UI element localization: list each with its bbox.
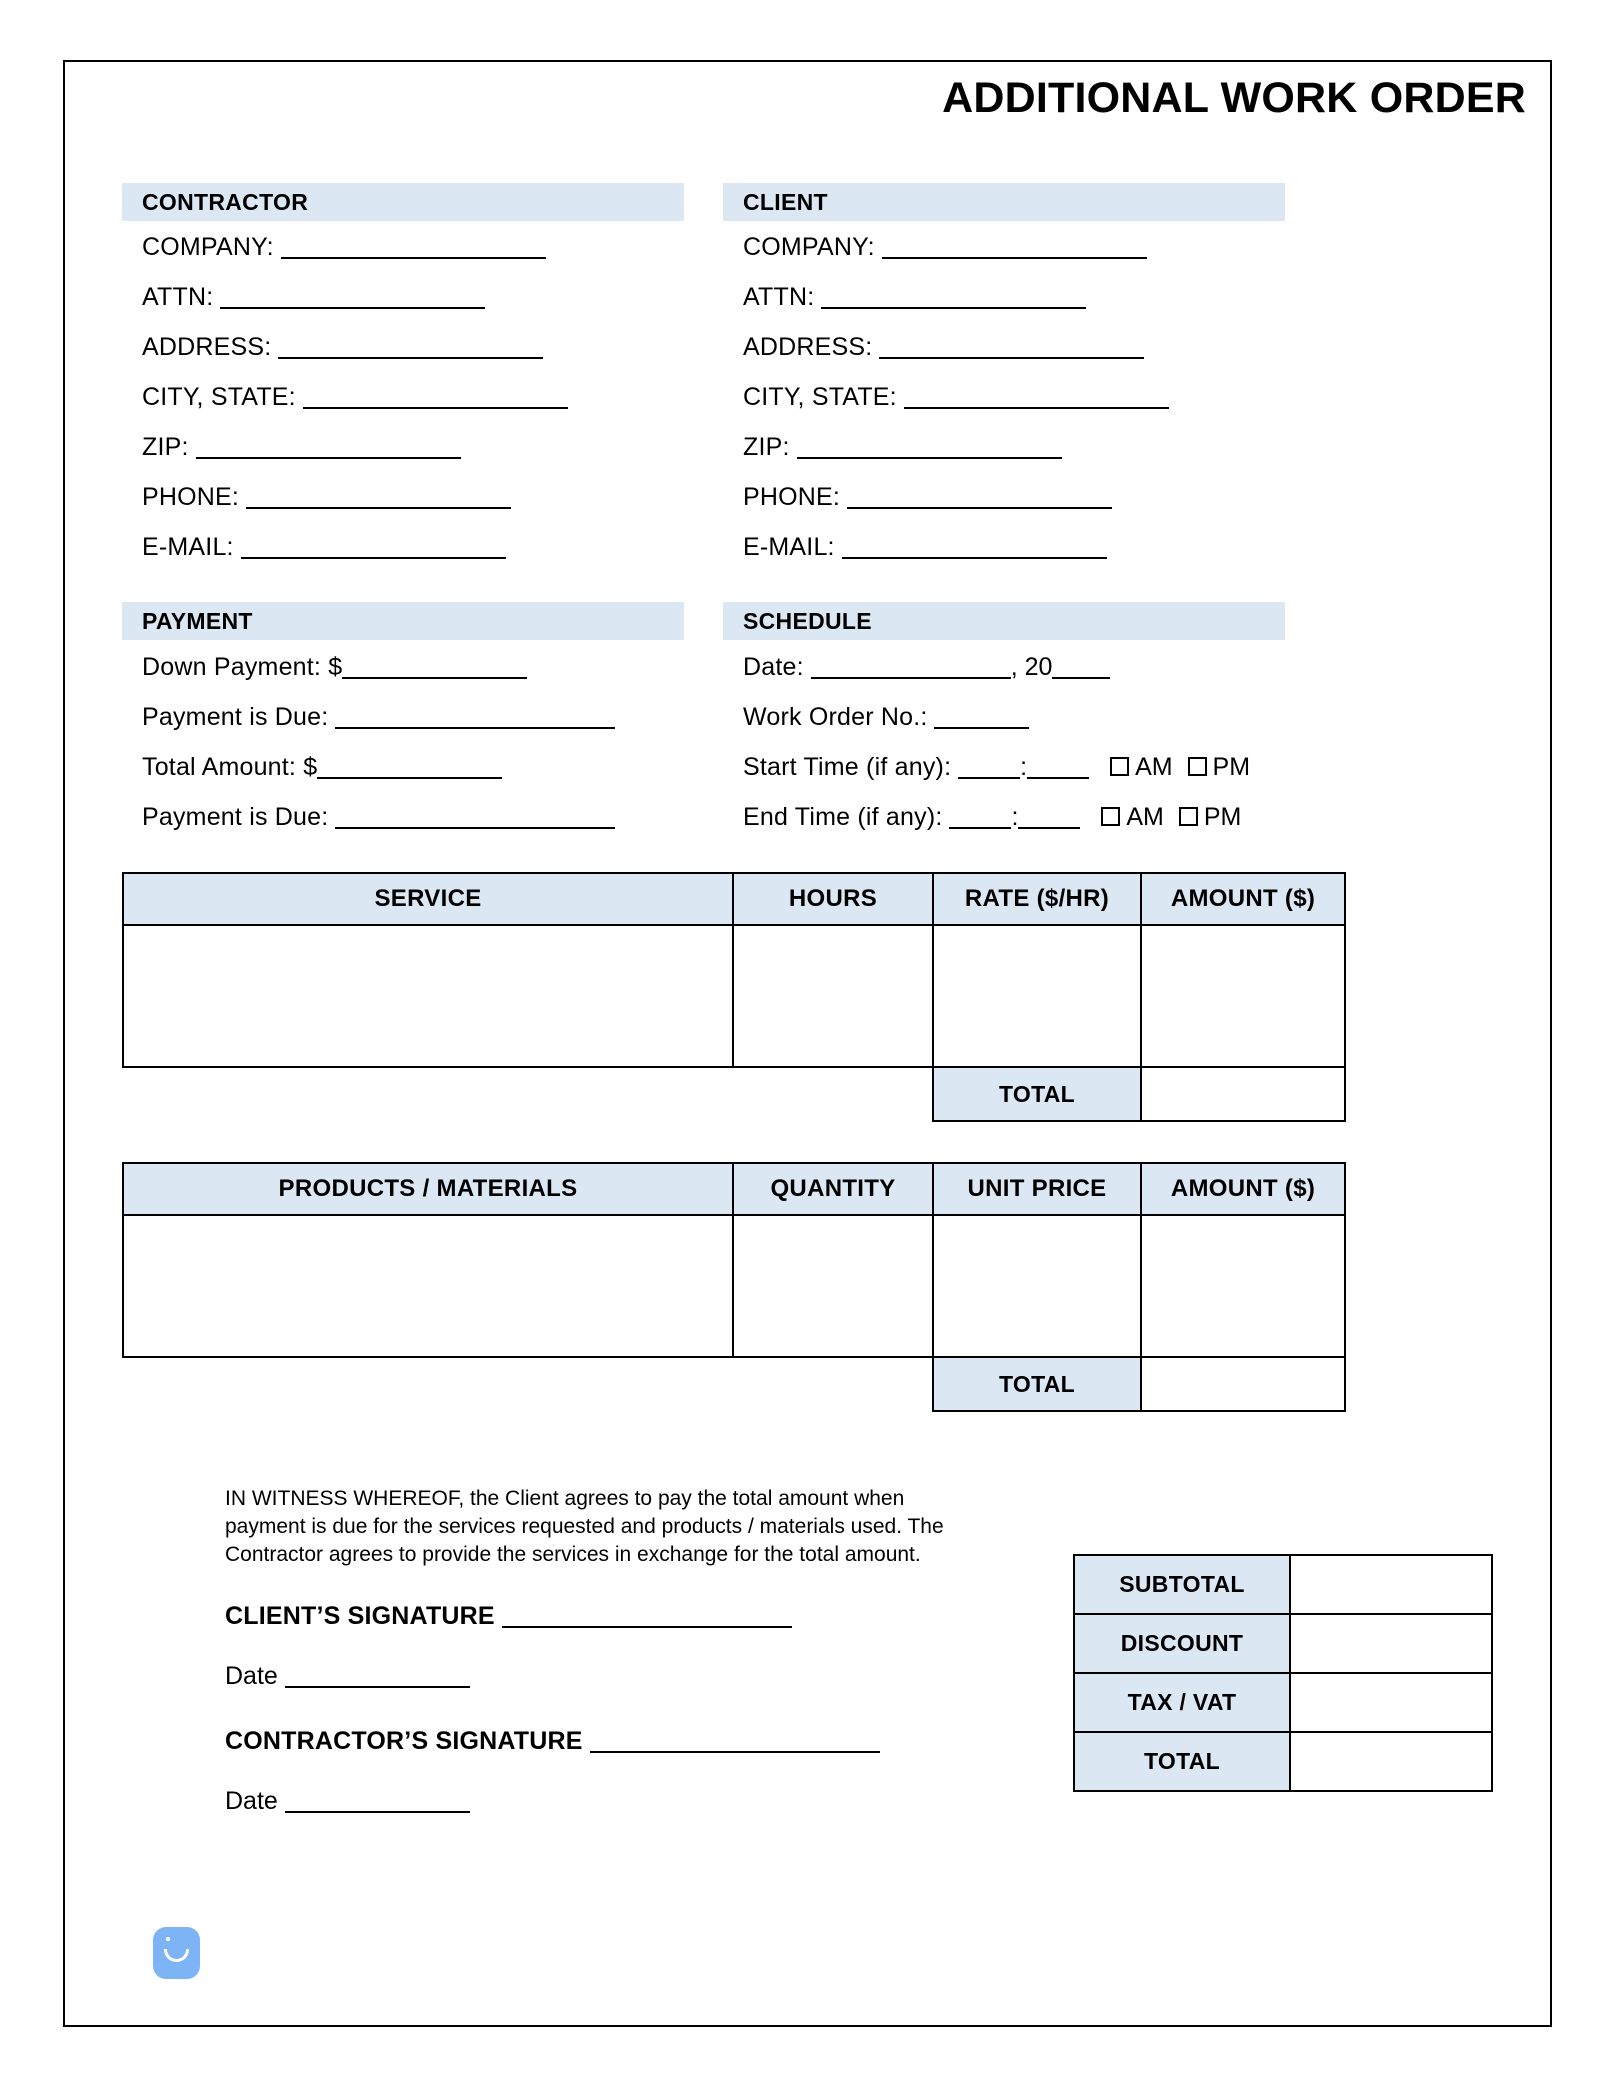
- quantity-cell[interactable]: [733, 1215, 933, 1357]
- client-signature-label: CLIENT’S SIGNATURE: [225, 1602, 495, 1630]
- table-row: [123, 1215, 1345, 1357]
- rate-col-header: RATE ($/HR): [933, 873, 1141, 925]
- section-heading-contractor: CONTRACTOR: [122, 183, 684, 221]
- schedule-row-start-time[interactable]: [723, 742, 1363, 792]
- subtotal-value[interactable]: [1290, 1555, 1492, 1614]
- field-label: Payment is Due:: [142, 803, 329, 831]
- field-rule[interactable]: [317, 755, 502, 779]
- date-rule[interactable]: [811, 655, 1011, 679]
- field-row-zip[interactable]: [122, 422, 684, 472]
- products-total-value[interactable]: [1141, 1357, 1345, 1411]
- end-hour-rule[interactable]: [949, 805, 1011, 829]
- field-rule[interactable]: [278, 335, 543, 359]
- start-pm-label: PM: [1212, 753, 1251, 781]
- service-col-header: SERVICE: [123, 873, 733, 925]
- products-col-header: PRODUCTS / MATERIALS: [123, 1163, 733, 1215]
- end-pm-label: PM: [1203, 803, 1242, 831]
- time-separator: :: [1011, 803, 1019, 831]
- contractor-signature-label: CONTRACTOR’S SIGNATURE: [225, 1727, 583, 1755]
- field-label: Payment is Due:: [142, 703, 329, 731]
- field-rule[interactable]: [303, 385, 568, 409]
- field-label: ADDRESS:: [142, 333, 272, 361]
- section-heading-schedule: SCHEDULE: [723, 602, 1285, 640]
- field-row-zip[interactable]: [723, 422, 1285, 472]
- payment-row-due-1[interactable]: [122, 692, 684, 742]
- schedule-fields: [723, 642, 1363, 842]
- field-label: Work Order No.:: [743, 703, 928, 731]
- tax-label: TAX / VAT: [1074, 1673, 1290, 1732]
- field-rule[interactable]: [904, 385, 1169, 409]
- section-heading-client: CLIENT: [723, 183, 1285, 221]
- hours-cell[interactable]: [733, 925, 933, 1067]
- end-minute-rule[interactable]: [1018, 805, 1080, 829]
- field-label: Start Time (if any):: [743, 753, 952, 781]
- payment-row-down-payment[interactable]: [122, 642, 684, 692]
- client-date-block[interactable]: [225, 1662, 470, 1691]
- document-page: [63, 60, 1552, 2027]
- field-label: End Time (if any):: [743, 803, 943, 831]
- client-date-label: Date: [225, 1662, 278, 1690]
- table-header-row: [123, 873, 1345, 925]
- field-label: ZIP:: [142, 433, 189, 461]
- field-row-company[interactable]: [122, 222, 684, 272]
- amount-col-header: AMOUNT ($): [1141, 1163, 1345, 1215]
- total-value[interactable]: [1290, 1732, 1492, 1791]
- field-label: Down Payment: $: [142, 653, 343, 681]
- page-title: ADDITIONAL WORK ORDER: [942, 74, 1526, 122]
- amount-cell[interactable]: [1141, 925, 1345, 1067]
- table-header-row: [123, 1163, 1345, 1215]
- brand-logo-icon: [153, 1927, 200, 1979]
- field-rule[interactable]: [246, 485, 511, 509]
- field-row-city-state[interactable]: [723, 372, 1285, 422]
- witness-paragraph: IN WITNESS WHEREOF, the Client agrees to pay the total amount when payment is due for the services requested and products / materials used. The Contractor agrees to provide the services in exchange for the total amount.: [225, 1487, 944, 1566]
- amount-col-header: AMOUNT ($): [1141, 873, 1345, 925]
- service-total-label: TOTAL: [933, 1067, 1141, 1121]
- schedule-row-end-time[interactable]: [723, 792, 1363, 842]
- field-label: Total Amount: $: [142, 753, 318, 781]
- field-row-attn[interactable]: [122, 272, 684, 322]
- field-rule[interactable]: [882, 235, 1147, 259]
- field-rule[interactable]: [342, 655, 527, 679]
- field-rule[interactable]: [335, 705, 615, 729]
- schedule-row-work-order-no[interactable]: [723, 692, 1363, 742]
- subtotal-label: SUBTOTAL: [1074, 1555, 1290, 1614]
- spacer-cell: [733, 1067, 933, 1121]
- field-label: COMPANY:: [142, 233, 274, 261]
- client-signature-block[interactable]: [225, 1602, 792, 1631]
- field-row-attn[interactable]: [723, 272, 1285, 322]
- payment-row-due-2[interactable]: [122, 792, 684, 842]
- table-row: [123, 925, 1345, 1067]
- logo-dot: [166, 1937, 170, 1941]
- unit-price-col-header: UNIT PRICE: [933, 1163, 1141, 1215]
- field-row-email[interactable]: [122, 522, 684, 572]
- service-table: [122, 872, 1346, 1122]
- logo-smile: [164, 1949, 189, 1962]
- start-minute-rule[interactable]: [1027, 755, 1089, 779]
- payment-fields: [122, 642, 684, 842]
- end-am-checkbox[interactable]: [1101, 807, 1120, 826]
- summary-row-total: [1074, 1732, 1492, 1791]
- contractor-signature-block[interactable]: [225, 1727, 880, 1756]
- contractor-date-label: Date: [225, 1787, 278, 1815]
- field-label: CITY, STATE:: [142, 383, 296, 411]
- field-row-phone[interactable]: [122, 472, 684, 522]
- field-label: COMPANY:: [743, 233, 875, 261]
- end-am-label: AM: [1126, 803, 1164, 831]
- start-pm-checkbox[interactable]: [1188, 757, 1207, 776]
- field-rule[interactable]: [842, 535, 1107, 559]
- time-separator: :: [1020, 753, 1028, 781]
- start-am-checkbox[interactable]: [1110, 757, 1129, 776]
- spacer-cell: [733, 1357, 933, 1411]
- field-label: ATTN:: [743, 283, 815, 311]
- total-label: TOTAL: [1074, 1732, 1290, 1791]
- products-total-label: TOTAL: [933, 1357, 1141, 1411]
- field-rule[interactable]: [281, 235, 546, 259]
- field-label: ZIP:: [743, 433, 790, 461]
- summary-row-subtotal: [1074, 1555, 1492, 1614]
- field-row-phone[interactable]: [723, 472, 1285, 522]
- contractor-date-block[interactable]: [225, 1787, 470, 1816]
- field-rule[interactable]: [196, 435, 461, 459]
- summary-table: [1073, 1554, 1493, 1792]
- field-label: E-MAIL:: [142, 533, 234, 561]
- field-label: E-MAIL:: [743, 533, 835, 561]
- field-row-company[interactable]: [723, 222, 1285, 272]
- field-label: ADDRESS:: [743, 333, 873, 361]
- summary-row-discount: [1074, 1614, 1492, 1673]
- contractor-date-rule[interactable]: [285, 1789, 470, 1813]
- table-total-row: [123, 1357, 1345, 1411]
- spacer-cell: [123, 1357, 733, 1411]
- field-row-address[interactable]: [122, 322, 684, 372]
- summary-row-tax: [1074, 1673, 1492, 1732]
- hours-col-header: HOURS: [733, 873, 933, 925]
- field-label: PHONE:: [743, 483, 841, 511]
- field-label: Date:: [743, 653, 804, 681]
- year-prefix: , 20: [1010, 653, 1053, 681]
- start-hour-rule[interactable]: [958, 755, 1020, 779]
- contractor-fields: [122, 222, 684, 572]
- field-row-city-state[interactable]: [122, 372, 684, 422]
- unit-price-cell[interactable]: [933, 1215, 1141, 1357]
- field-row-address[interactable]: [723, 322, 1285, 372]
- end-pm-checkbox[interactable]: [1179, 807, 1198, 826]
- client-fields: [723, 222, 1285, 572]
- payment-row-total-amount[interactable]: [122, 742, 684, 792]
- product-cell[interactable]: [123, 1215, 733, 1357]
- field-rule[interactable]: [335, 805, 615, 829]
- spacer-cell: [123, 1067, 733, 1121]
- discount-label: DISCOUNT: [1074, 1614, 1290, 1673]
- quantity-col-header: QUANTITY: [733, 1163, 933, 1215]
- section-heading-payment: PAYMENT: [122, 602, 684, 640]
- field-row-email[interactable]: [723, 522, 1285, 572]
- field-rule[interactable]: [821, 285, 1086, 309]
- amount-cell[interactable]: [1141, 1215, 1345, 1357]
- field-label: CITY, STATE:: [743, 383, 897, 411]
- year-rule[interactable]: [1052, 655, 1110, 679]
- work-order-rule[interactable]: [934, 705, 1029, 729]
- field-rule[interactable]: [220, 285, 485, 309]
- service-cell[interactable]: [123, 925, 733, 1067]
- client-date-rule[interactable]: [285, 1664, 470, 1688]
- table-total-row: [123, 1067, 1345, 1121]
- tax-value[interactable]: [1290, 1673, 1492, 1732]
- rate-cell[interactable]: [933, 925, 1141, 1067]
- field-rule[interactable]: [847, 485, 1112, 509]
- discount-value[interactable]: [1290, 1614, 1492, 1673]
- field-rule[interactable]: [241, 535, 506, 559]
- products-table: [122, 1162, 1346, 1412]
- field-label: PHONE:: [142, 483, 240, 511]
- start-am-label: AM: [1135, 753, 1173, 781]
- schedule-row-date[interactable]: [723, 642, 1363, 692]
- field-rule[interactable]: [797, 435, 1062, 459]
- field-rule[interactable]: [879, 335, 1144, 359]
- client-signature-rule[interactable]: [502, 1604, 792, 1628]
- contractor-signature-rule[interactable]: [590, 1729, 880, 1753]
- service-total-value[interactable]: [1141, 1067, 1345, 1121]
- field-label: ATTN:: [142, 283, 214, 311]
